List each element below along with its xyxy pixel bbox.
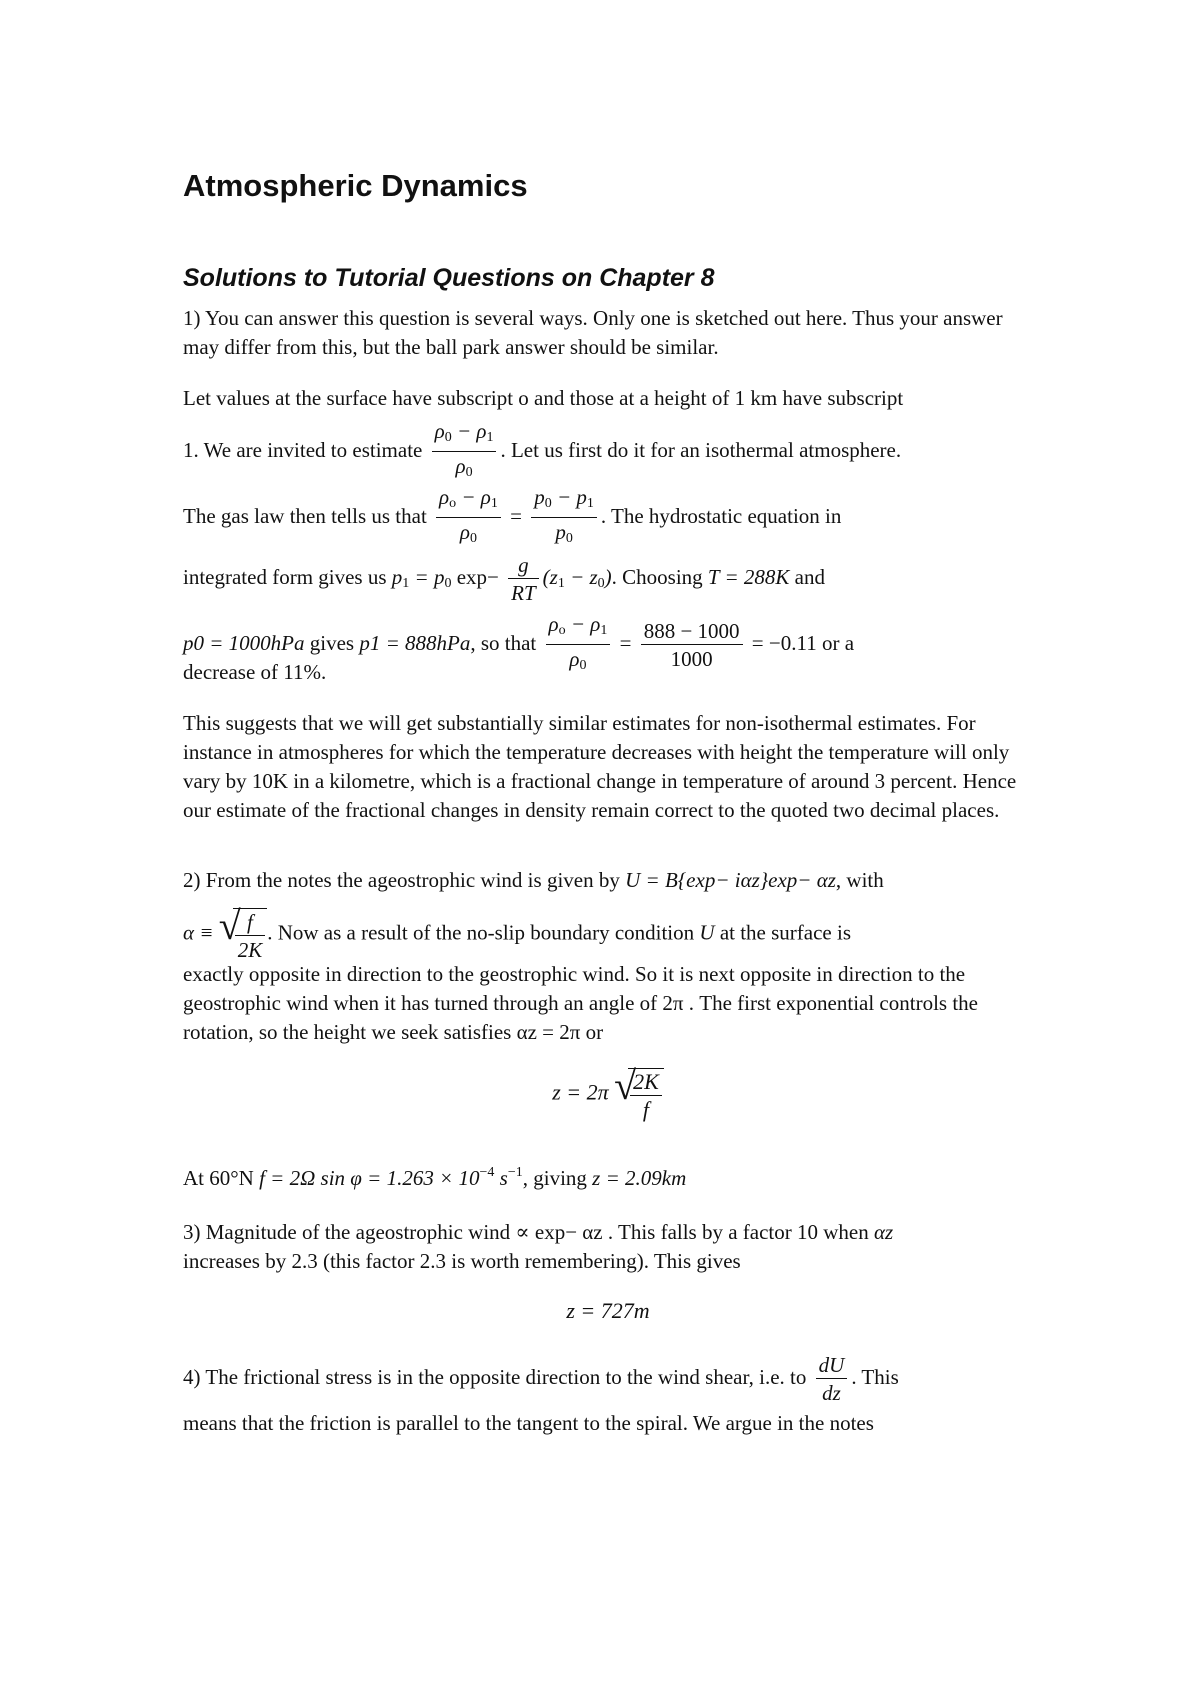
text: , so that: [470, 630, 537, 655]
q3-line-2: increases by 2.3 (this factor 2.3 is worth remembering). This gives: [183, 1249, 741, 1273]
q1-estimate-line: [183, 420, 901, 484]
q2-line-1: [183, 868, 884, 893]
q1-paragraph-1: 1) You can answer this question is several ways. Only one is sketched out here. Thus your answer may differ from this, but the ball park answer should be similar.: [183, 306, 1003, 359]
q4-line-2: means that the friction is parallel to the tangent to the spiral. We argue in the notes: [183, 1411, 874, 1435]
text: 2) From the notes the ageostrophic wind is given by: [183, 868, 620, 892]
p1-value: p1 = 888hPa: [359, 630, 471, 655]
text: At 60°N: [183, 1166, 254, 1190]
alpha-z: αz: [874, 1220, 894, 1244]
ageostrophic-equation: U = B{exp− iαz}exp− αz: [625, 868, 836, 892]
q1-integrated-line: integrated form gives us $p_1 = p_0$ exp− $\frac{g}{RT}$ $(z_1 - z_0)$. Choosing T = 288K and: [183, 553, 825, 605]
result-value: = −0.11: [751, 630, 817, 655]
temperature-value: T = 288K: [707, 564, 790, 589]
text: or a: [821, 630, 855, 655]
q1-gas-law-line: The gas law then tells us that $\frac{\rho_o - \rho_1}{\rho_0}$ = $\frac{p_0 - p_1}{p_0}$ . The hydrostatic equation in: [183, 486, 841, 550]
q2-latitude-line: [183, 1165, 686, 1191]
u-symbol: U: [699, 920, 715, 945]
rho-fraction: $\frac{\rho_0 - \rho_1}{\rho_0}$: [432, 420, 497, 484]
q3-height-equation: z = 727m: [566, 1298, 650, 1323]
q2-height-equation: [183, 1063, 1033, 1122]
sqrt-f-2k: √ $\frac{f}{2K}$: [219, 908, 268, 961]
q2-line-2: [183, 903, 852, 962]
p-fraction: $\frac{p_0 - p_1}{p_0}$: [531, 486, 597, 550]
du-dz-fraction: $\frac{dU}{dz}$: [816, 1354, 848, 1404]
q1-decrease-line: decrease of 11%.: [183, 660, 327, 684]
text: . Let us first do it for an isothermal atmosphere.: [500, 437, 902, 462]
coriolis-equation: f = 2Ω sin φ = 1.263 × 10: [259, 1166, 480, 1190]
numeric-fraction: $\frac{888 - 1000}{1000}$: [641, 620, 743, 670]
text: 1. We are invited to estimate: [183, 437, 423, 462]
text: The gas law then tells us that: [183, 503, 427, 528]
unit: s: [499, 1166, 508, 1190]
page-title: Atmospheric Dynamics: [183, 168, 528, 203]
text: 3) Magnitude of the ageostrophic wind ∝ exp− αz . This falls by a factor 10 when: [183, 1220, 869, 1244]
g-over-rt-fraction: $\frac{g}{RT}$: [508, 554, 539, 604]
text: integrated form gives us: [183, 564, 387, 589]
text: , giving: [522, 1166, 587, 1190]
text: . This: [851, 1364, 899, 1389]
text: 4) The frictional stress is in the opposite direction to the wind shear, i.e. to: [183, 1364, 807, 1389]
rho-fraction: $\frac{\rho_o - \rho_1}{\rho_0}$: [546, 613, 611, 677]
eq-lhs: z = 2π: [552, 1079, 609, 1105]
q3-line-1: [183, 1220, 893, 1245]
height-result: z = 2.09km: [592, 1166, 687, 1190]
text: gives: [309, 630, 355, 655]
sqrt-2k-f: √ $\frac{2K}{f}$: [614, 1068, 664, 1121]
q1-line-subscript: Let values at the surface have subscript o and those at a height of 1 km have subscript: [183, 386, 904, 410]
text: . Choosing: [611, 564, 703, 589]
q1-pressure-line: p0 = 1000hPa gives p1 = 888hPa, so that $\frac{\rho_o - \rho_1}{\rho_0}$ = $\frac{888 - 1000}{1000}$ = −0.11 or a: [183, 613, 854, 677]
q1-paragraph-3: This suggests that we will get substantially similar estimates for non-isothermal estimates. For instance in atmospheres for which the temperature decreases with height the temperature will only vary by 10K in a kilometre, which is a fractional change in temperature of around 3 percent. Hence our estimate of the fractional changes in density remain correct to the quoted two decimal places.: [183, 711, 1017, 822]
page-subtitle: Solutions to Tutorial Questions on Chapter 8: [183, 264, 715, 292]
rho-fraction: $\frac{\rho_o - \rho_1}{\rho_0}$: [436, 486, 501, 550]
alpha-def: α ≡: [183, 920, 214, 945]
text: . The hydrostatic equation in: [600, 503, 842, 528]
q4-line-1: [183, 1354, 899, 1404]
q2-paragraph-2: exactly opposite in direction to the geostrophic wind. So it is next opposite in direction to the geostrophic wind when it has turned through an angle of 2π . The first exponential controls the rotation, so the height we seek satisfies αz = 2π or: [183, 962, 978, 1044]
text: and: [794, 564, 825, 589]
text: at the surface is: [719, 920, 852, 945]
p0-value: p0 = 1000hPa: [183, 630, 305, 655]
unit-exponent: −1: [507, 1165, 523, 1180]
text: , with: [835, 868, 884, 892]
exponent: −4: [479, 1165, 495, 1180]
text: . Now as a result of the no-slip boundary condition: [267, 920, 695, 945]
